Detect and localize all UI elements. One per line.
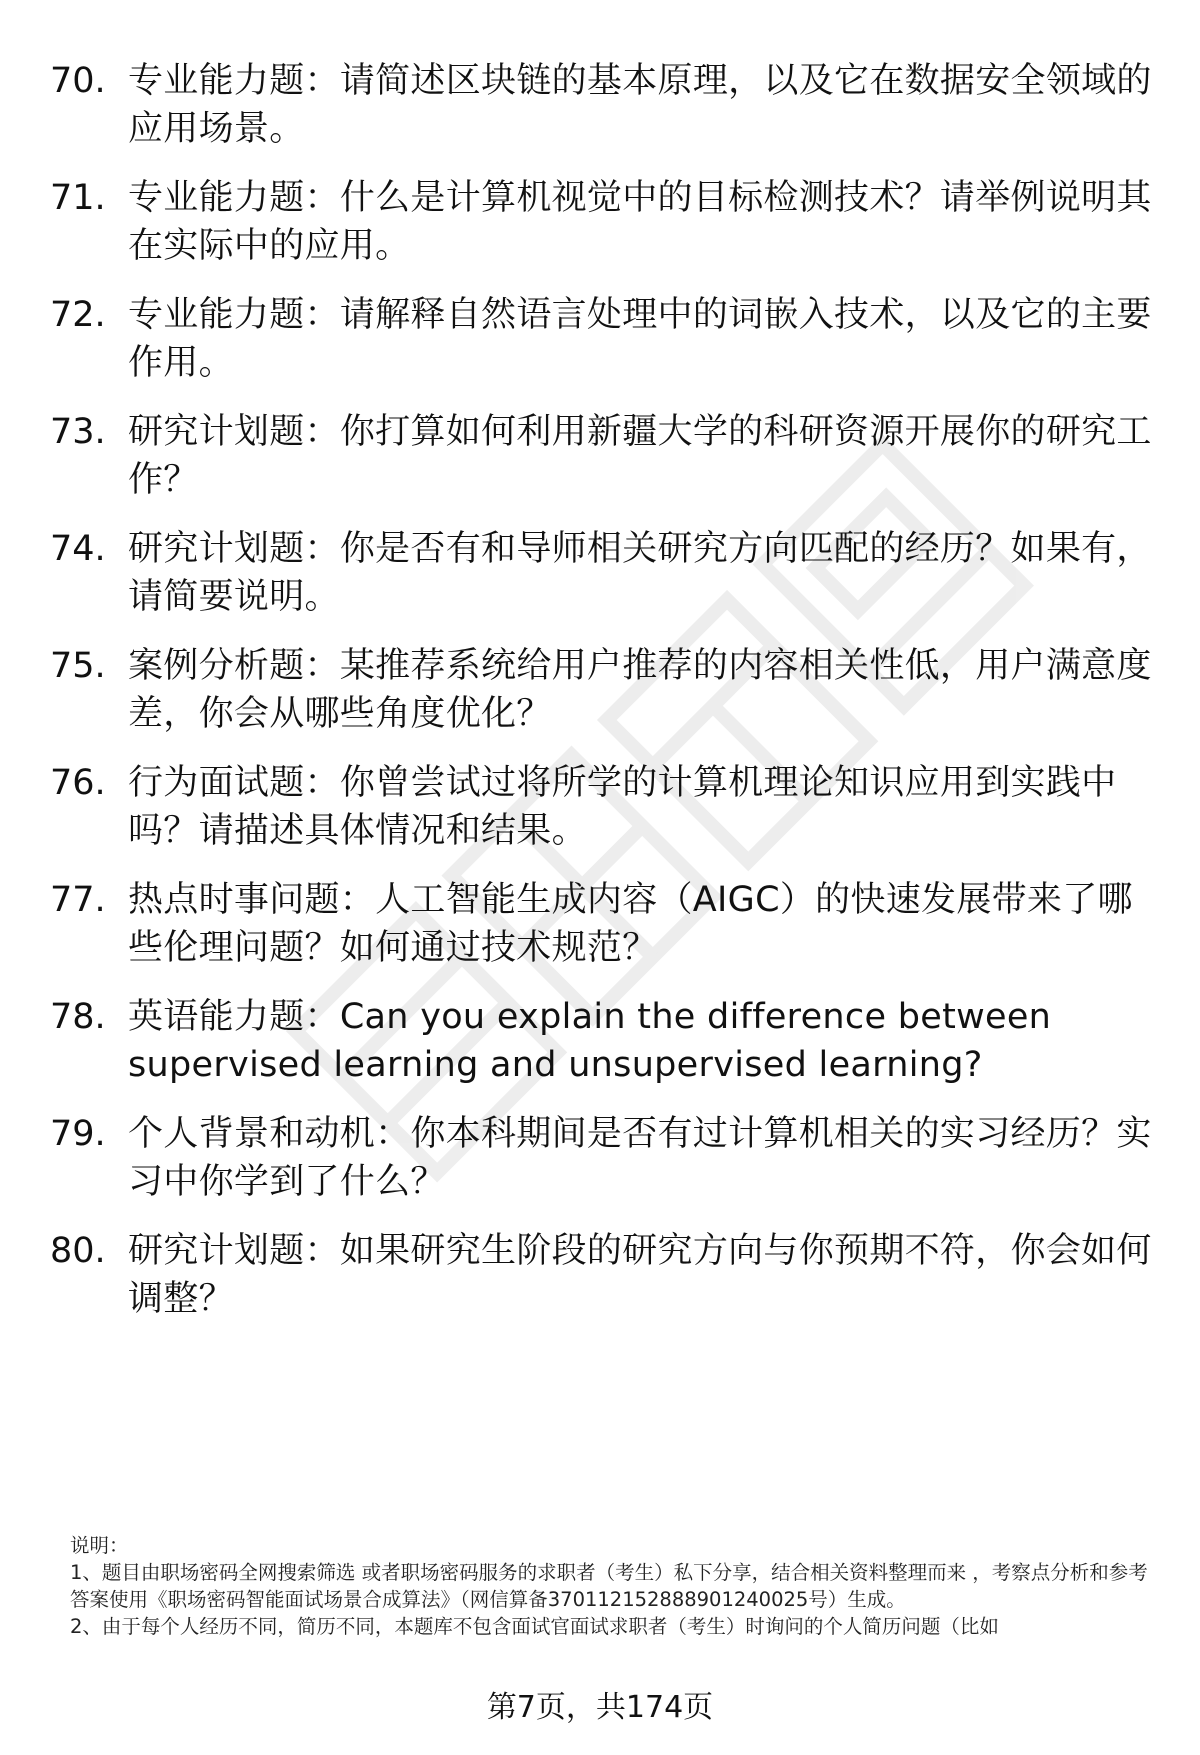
question-category: 专业能力题： [128,295,340,335]
page-footer [0,1688,1200,1728]
question-category: 研究计划题： [128,412,340,452]
question-body: Can you explain the difference between supervised learning and unsupervised learning? [128,997,1052,1085]
question-number: 75. [50,646,106,686]
question-category: 专业能力题： [128,178,340,218]
question-text [128,174,1158,270]
question-number: 80. [50,1231,106,1271]
question-number: 76. [50,763,106,803]
question-category: 研究计划题： [128,529,340,569]
question-text [128,57,1158,153]
question-text [128,408,1158,504]
question-text [128,876,1158,972]
question-number: 79. [50,1114,106,1154]
question-text [128,1110,1158,1206]
notes-item-2: 2、由于每个人经历不同，简历不同，本题库不包含面试官面试求职者（考生）时询问的个人简历问题（比如 [70,1615,999,1638]
question-body: 请简述区块链的基本原理，以及它在数据安全领域的应用场景。 [128,61,1152,149]
question-body: 你曾尝试过将所学的计算机理论知识应用到实践中吗？请描述具体情况和结果。 [128,763,1117,851]
question-text [128,642,1158,738]
page-number-label: 第7页，共174页 [486,1690,714,1725]
notes-heading: 说明： [70,1534,129,1557]
question-body: 什么是计算机视觉中的目标检测技术？请举例说明其在实际中的应用。 [128,178,1152,266]
question-text [128,291,1158,387]
question-category: 研究计划题： [128,1231,340,1271]
question-text [128,993,1158,1089]
question-body: 你本科期间是否有过计算机相关的实习经历？实习中你学到了什么？ [128,1114,1152,1202]
question-number: 70. [50,61,106,101]
question-number: 77. [50,880,106,920]
question-body: 请解释自然语言处理中的词嵌入技术，以及它的主要作用。 [128,295,1152,383]
question-body: 人工智能生成内容（AIGC）的快速发展带来了哪些伦理问题？如何通过技术规范？ [128,880,1133,968]
question-number: 71. [50,178,106,218]
question-text [128,1227,1158,1323]
question-text [128,759,1158,855]
question-number: 72. [50,295,106,335]
question-body: 你打算如何利用新疆大学的科研资源开展你的研究工作？ [128,412,1152,500]
question-number: 78. [50,997,106,1037]
question-category: 个人背景和动机： [128,1114,411,1154]
question-category: 专业能力题： [128,61,340,101]
question-category: 英语能力题： [128,997,340,1037]
question-body: 如果研究生阶段的研究方向与你预期不符，你会如何调整？ [128,1231,1152,1319]
question-number: 73. [50,412,106,452]
question-number: 74. [50,529,106,569]
question-category: 热点时事问题： [128,880,376,920]
question-body: 你是否有和导师相关研究方向匹配的经历？如果有，请简要说明。 [128,529,1152,617]
question-category: 行为面试题： [128,763,340,803]
question-text [128,525,1158,621]
question-category: 案例分析题： [128,646,340,686]
notes-section [70,1532,1150,1640]
notes-item-1: 1、题目由职场密码全网搜索筛选 或者职场密码服务的求职者（考生）私下分享，结合相关资料整理而来 ，考察点分析和参考答案使用《职场密码智能面试场景合成算法》（网信算备370112152888901240025号）生成。 [70,1561,1148,1611]
question-body: 某推荐系统给用户推荐的内容相关性低，用户满意度差，你会从哪些角度优化？ [128,646,1152,734]
